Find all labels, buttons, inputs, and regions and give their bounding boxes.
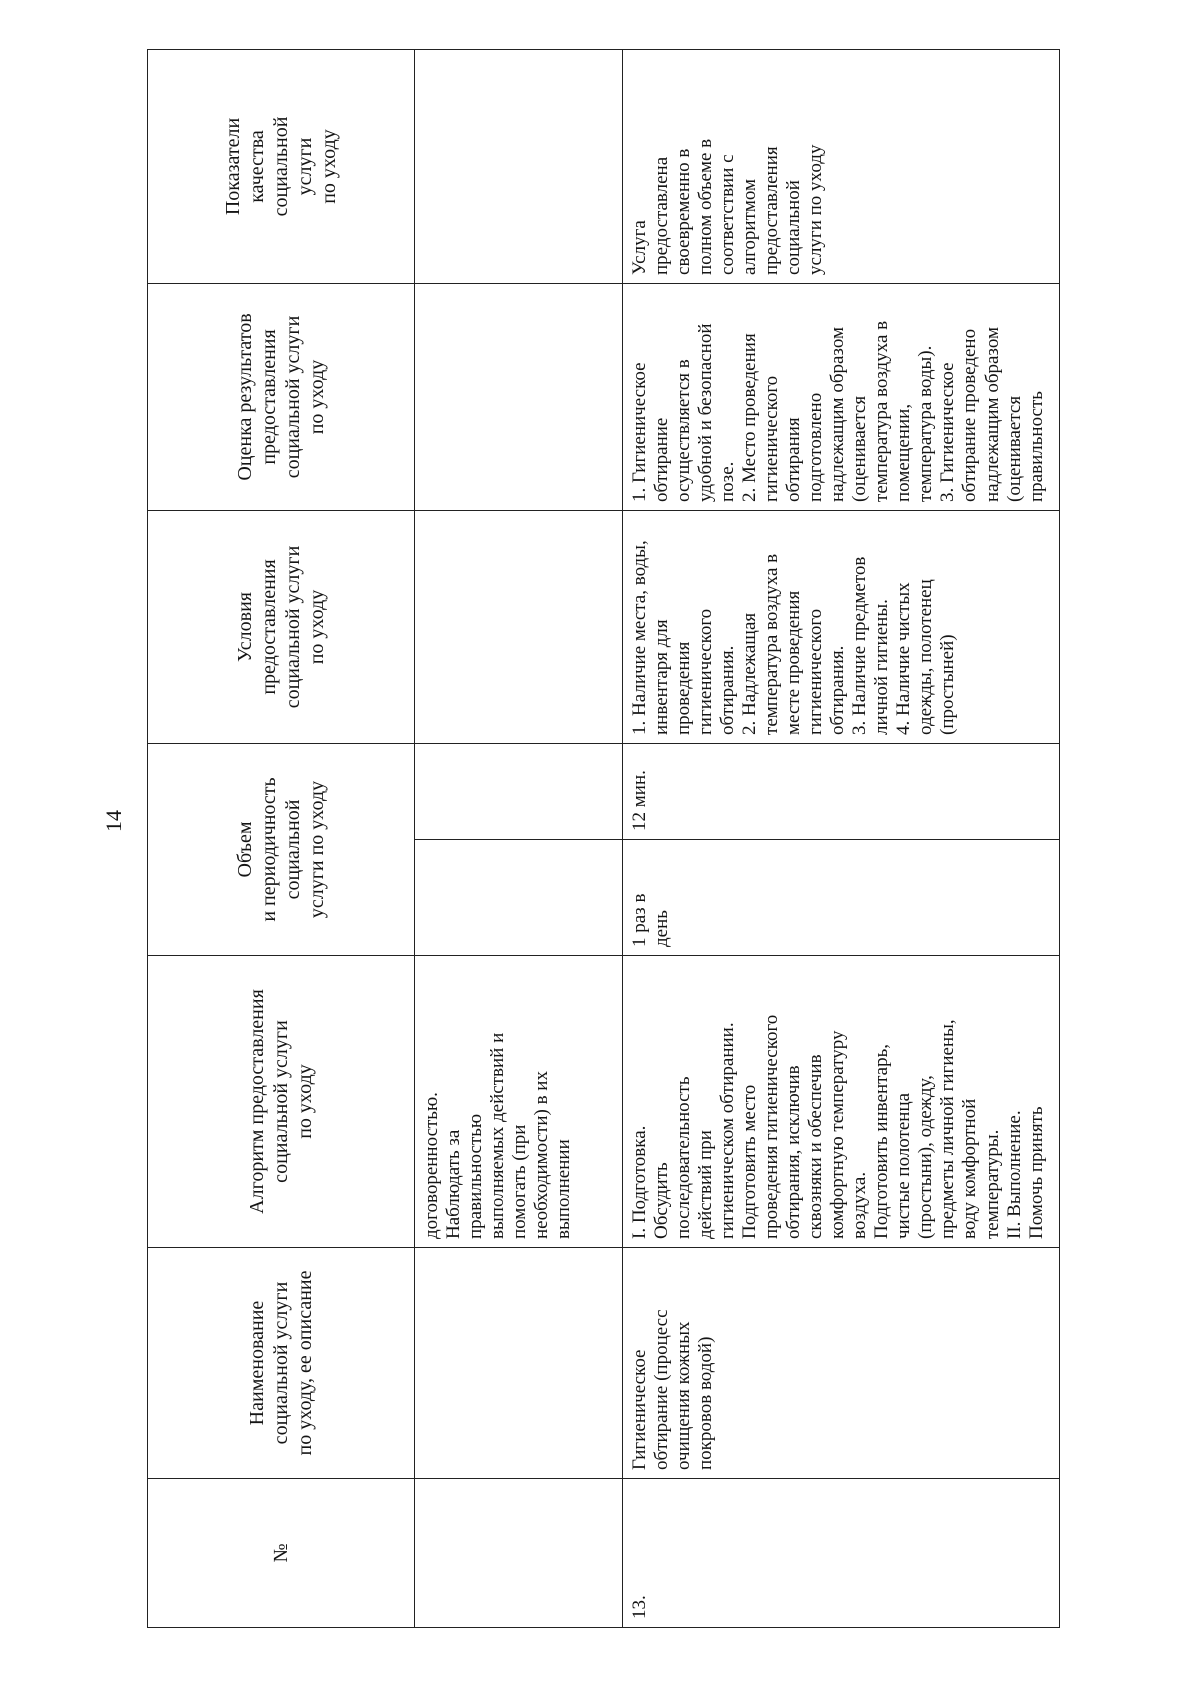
cell-number — [415, 1479, 623, 1628]
cell-periodicity — [415, 840, 623, 956]
cell-number: 13. — [623, 1479, 1060, 1628]
cell-service-name — [415, 1248, 623, 1479]
cell-duration: 12 мин. — [623, 743, 1060, 839]
cell-quality: Услуга предоставлена своевременно в полном объеме в соответствии с алгоритмом предоставления социальной услуги по уходу — [623, 49, 1060, 283]
rotated-table-container — [147, 50, 1059, 1628]
header-service-name: Наименование социальной услуги по уходу, ее описание — [148, 1248, 415, 1479]
cell-periodicity: 1 раз в день — [623, 840, 1060, 956]
cell-evaluation: 1. Гигиеническое обтирание осуществляется в удобной и безопасной позе. 2. Место проведения гигиенического обтирания подготовлено надлежащим образом (оценивается температура воздуха в помещении, температура воды). 3. Гигиеническое обтирание проведено надлежащим образом (оценивается правильность — [623, 283, 1060, 510]
table-header-row — [148, 49, 415, 1627]
page-number: 14 — [101, 810, 126, 832]
header-algorithm: Алгоритм предоставления социальной услуги по уходу — [148, 956, 415, 1248]
cell-algorithm: договоренностью. Наблюдать за правильностью выполняемых действий и помогать (при необходимости) в их выполнении — [415, 956, 623, 1248]
header-conditions: Условия предоставления социальной услуги по уходу — [148, 510, 415, 743]
care-services-table — [147, 49, 1060, 1628]
table-row-13 — [623, 49, 1060, 1627]
cell-duration — [415, 743, 623, 839]
header-evaluation: Оценка результатов предоставления социальной услуги по уходу — [148, 283, 415, 510]
cell-evaluation — [415, 283, 623, 510]
cell-quality — [415, 49, 623, 283]
table-row-continuation — [415, 49, 623, 1627]
cell-conditions — [415, 510, 623, 743]
header-quality: Показатели качества социальной услуги по уходу — [148, 49, 415, 283]
header-number: № — [148, 1479, 415, 1628]
header-volume-periodicity: Объем и периодичность социальной услуги по уходу — [148, 743, 415, 955]
cell-algorithm: I. Подготовка. Обсудить последовательность действий при гигиеническом обтирании. Подготовить место проведения гигиенического обтирания, исключив сквозняки и обеспечив комфортную температуру воздуха. Подготовить инвентарь, чистые полотенца (простыни), одежду, предметы личной гигиены, воду комфортной температуры. II. Выполнение. Помочь принять — [623, 956, 1060, 1248]
cell-conditions: 1. Наличие места, воды, инвентаря для проведения гигиенического обтирания. 2. Надлежащая температура воздуха в месте проведения гигиенического обтирания. 3. Наличие предметов личной гигиены. 4. Наличие чистых одежды, полотенец (простыней) — [623, 510, 1060, 743]
cell-service-name: Гигиеническое обтирание (процесс очищения кожных покровов водой) — [623, 1248, 1060, 1479]
